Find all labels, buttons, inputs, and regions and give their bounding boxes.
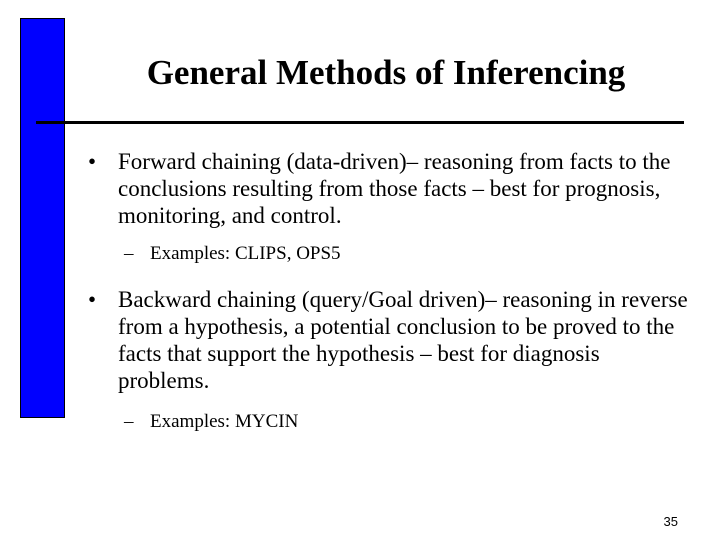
- sub-bullet-marker: –: [124, 411, 134, 432]
- sub-bullet-backward-examples: [82, 411, 692, 433]
- sub-bullet-marker: –: [124, 243, 134, 264]
- bullet-marker: •: [88, 149, 97, 174]
- bullet-item-backward-chaining: [82, 286, 692, 394]
- bullet-marker: •: [88, 287, 97, 312]
- bullet-list: [82, 148, 692, 433]
- sub-bullet-text: Examples: CLIPS, OPS5: [150, 243, 341, 264]
- slide-title: General Methods of Inferencing: [146, 53, 626, 92]
- accent-bar: [20, 18, 65, 418]
- sub-bullet-text: Examples: MYCIN: [150, 411, 299, 432]
- bullet-text: Forward chaining (data-driven)– reasoning from facts to the conclusions resulting from those facts – best for prognosis, monitoring, and control.: [118, 149, 671, 228]
- slide-number: 35: [663, 514, 678, 529]
- title-divider: [36, 121, 684, 124]
- bullet-text: Backward chaining (query/Goal driven)– reasoning in reverse from a hypothesis, a potential conclusion to be proved to the facts that support the hypothesis – best for diagnosis problems.: [118, 287, 688, 393]
- sub-bullet-forward-examples: [82, 243, 692, 265]
- bullet-item-forward-chaining: [82, 148, 692, 229]
